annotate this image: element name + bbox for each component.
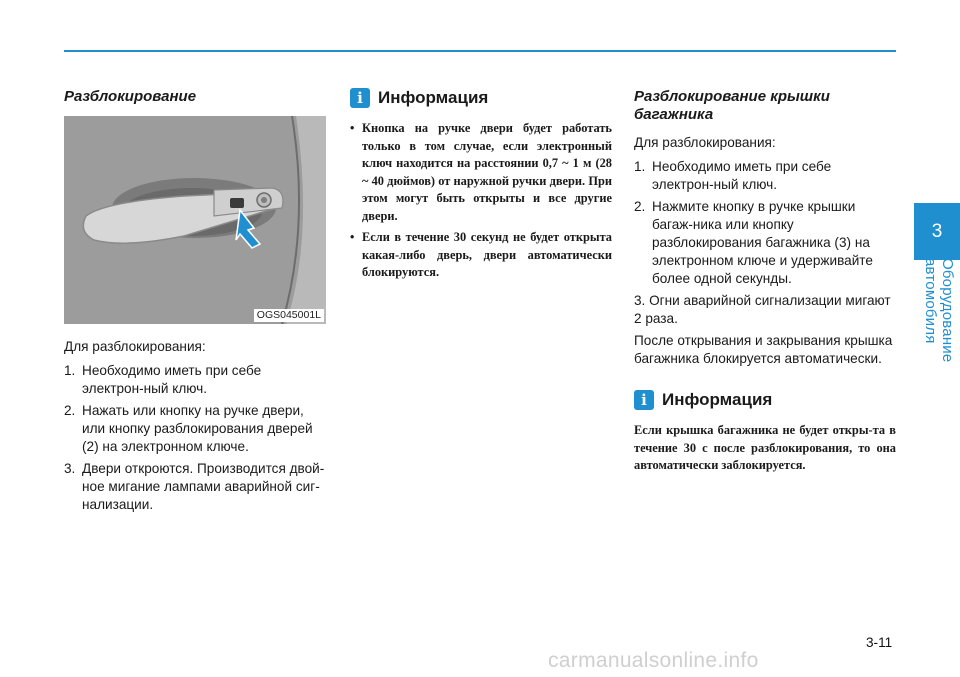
step-text: Необходимо иметь при себе электрон-ный ключ. — [652, 159, 832, 192]
column-info — [350, 88, 612, 286]
list-item — [64, 460, 326, 514]
list-item — [64, 402, 326, 456]
door-handle-illustration — [64, 116, 326, 324]
list-item — [64, 362, 326, 398]
info-heading — [350, 88, 612, 108]
bullet-text: Кнопка на ручке двери будет работать только в том случае, если электронный ключ находится на расстоянии 0,7 ~ 1 м (28 ~ 40 дюймов) от наружной ручки двери. При этом могут быть открыты и все другие двери. — [362, 121, 612, 223]
auto-lock-note: После открывания и закрывания крышка багажника блокируется автоматически. — [634, 333, 893, 366]
list-item — [634, 158, 896, 194]
chapter-tab[interactable] — [914, 203, 960, 260]
watermark: carmanualsonline.info — [548, 649, 759, 672]
bullet-dot: • — [350, 230, 355, 244]
column-door-unlock — [64, 88, 326, 518]
section-title: Разблокирование — [64, 88, 197, 105]
section-title: Разблокирование крышки багажника — [634, 88, 830, 123]
step-number: 1. — [634, 159, 646, 174]
info-title: Информация — [378, 88, 489, 107]
header-rule — [64, 50, 896, 52]
info-title: Информация — [662, 390, 773, 409]
steps-list — [634, 158, 896, 288]
bullet-text: Если в течение 30 секунд не будет открыта какая-либо дверь, двери автоматически блокируются. — [362, 230, 612, 279]
chapter-title: Оборудование автомобиля — [922, 258, 956, 363]
bullet-dot: • — [350, 121, 355, 135]
step-number: 2. — [64, 403, 76, 418]
step-number: 3. — [64, 461, 76, 476]
column-trunk-unlock — [634, 88, 896, 475]
list-item — [634, 198, 896, 288]
image-code-label: OGS045001L — [254, 309, 324, 322]
info-bullets — [350, 120, 612, 282]
intro-text: Для разблокирования: — [634, 135, 776, 150]
step-number: 1. — [64, 363, 76, 378]
info-heading — [634, 390, 896, 410]
info-text: Если крышка багажника не будет откры-та в течение 30 с после разблокирования, то она автоматически заблокируется. — [634, 423, 896, 472]
steps-list — [64, 362, 326, 514]
list-item — [350, 229, 612, 282]
step-text: Нажмите кнопку в ручке крышки багаж-ника или кнопку разблокирования багажника (3) на электронном ключе и удерживайте более одной секунды. — [652, 199, 873, 286]
info-icon: i — [350, 88, 370, 108]
info-icon: i — [634, 390, 654, 410]
list-item — [350, 120, 612, 225]
intro-text: Для разблокирования: — [64, 339, 206, 354]
step-text: Нажать или кнопку на ручке двери, или кнопку разблокирования дверей (2) на электронном ключе. — [82, 403, 313, 454]
step-number: 2. — [634, 199, 646, 214]
hazard-note: 3. Огни аварийной сигнализации мигают 2 раза. — [634, 293, 891, 326]
step-text: Двери откроются. Производится двой-ное мигание лампами аварийной сиг-нализации. — [82, 461, 325, 512]
step-text: Необходимо иметь при себе электрон-ный ключ. — [82, 363, 262, 396]
chapter-number: 3 — [931, 220, 943, 242]
page-number: 3-11 — [866, 635, 893, 650]
door-handle-image — [64, 116, 326, 324]
